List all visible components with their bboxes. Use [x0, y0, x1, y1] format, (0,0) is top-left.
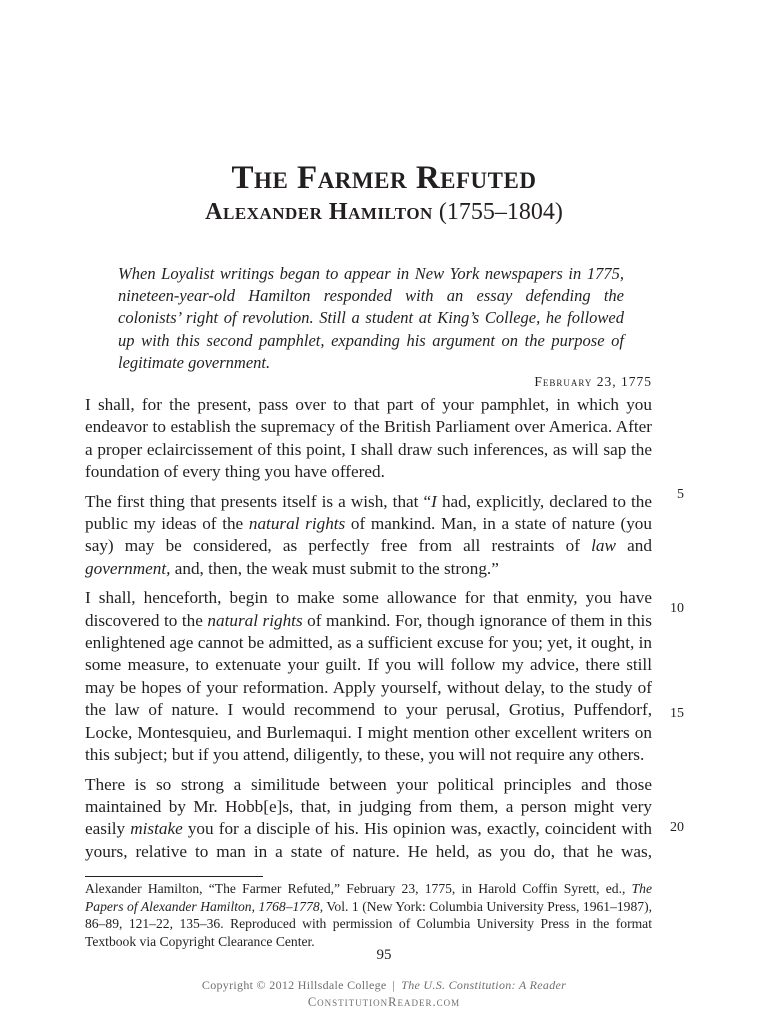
page-number: 95	[376, 947, 392, 963]
footnote-rule	[85, 876, 263, 877]
intro-text: When Loyalist writings began to appear in New York newspapers in 1775, nineteen-year-old Hamilton responded with an essay defending the colonists’ right of revolution. Still a student at King’s College, he followed up with this second pamphlet, expanding his argument on the purpose of legitimate government.	[118, 264, 624, 372]
line-number-5: 5	[677, 487, 684, 502]
author-dates: (1755–1804)	[438, 199, 563, 225]
book-title: The U.S. Constitution: A Reader	[401, 978, 567, 992]
text-run: and	[616, 536, 652, 556]
copyright-text: Copyright © 2012 Hillsdale College	[201, 978, 387, 992]
author-line	[0, 197, 768, 227]
text-run: ,	[251, 898, 259, 914]
paragraph-1: I shall, for the present, pass over to that part of your pamphlet, in which you endeavor to establish the supremacy of the British Parliament over America. After a proper eclaircissement of this point, I shall draw such inferences, as will sap the foundation of every thing you have offered.	[85, 395, 652, 482]
paragraph-2	[85, 491, 652, 581]
text-run: of mankind. Man, in a state of nature (you say) may be considered, as perfectly free from all restraints of	[85, 514, 652, 556]
text-run: , Vol. 1 (New York: Columbia University Press, 1961–1987), 86–89, 121–22, 135–36. Reproduced with permission of Columbia University Press in the format Textbook via Copyright Clearance Center.	[85, 898, 653, 949]
italic-run: natural rights	[207, 610, 303, 630]
text-run: and, then, the weak must submit to the strong.”	[170, 558, 499, 578]
website-link[interactable]: ConstitutionReader.com	[307, 995, 461, 1009]
italic-run: government,	[85, 558, 171, 578]
footer-separator: |	[392, 978, 396, 992]
text-run: There is so strong a similitude between your political principles and those maintained by Mr. Hobb[e]s, that, in judging from them, a person might very easily	[85, 774, 652, 839]
copyright-line	[0, 978, 768, 993]
text-run: you for a disciple of his. His opinion was, exactly, coincident with yours, relative to man in a state of nature. He held, as you do, that he was,	[85, 819, 652, 861]
italic-run: I	[431, 491, 437, 511]
italic-run: law	[591, 536, 616, 556]
text-run: The first thing that presents itself is a wish, that “	[85, 491, 432, 511]
document-date: February 23, 1775	[534, 374, 652, 389]
paragraph-4	[85, 774, 652, 864]
line-number-10: 10	[670, 601, 684, 616]
author-name: Alexander Hamilton	[205, 199, 433, 225]
text-run: I shall, henceforth, begin to make some allowance for that enmity, you have discovered to the	[85, 588, 652, 630]
italic-run: 1768–1778	[258, 898, 320, 914]
body-text	[85, 394, 652, 870]
text-run: of mankind. For, though ignorance of them in this enlightened age cannot be admitted, as a sufficient excuse for you; yet, it ought, in some measure, to extenuate your guilt. If you will follow my advice, there still may be hopes of your reformation. Apply yourself, without delay, to the study of the law of nature. I would recommend to your perusal, Grotius, Puffendorf, Locke, Montesquieu, and Burlemaqui. I might mention other excellent writers on this subject; but if you attend, diligently, to these, you will not require any others.	[85, 610, 652, 765]
italic-run: The Papers of Alexander Hamilton	[85, 881, 652, 914]
page-title: The Farmer Refuted	[231, 160, 537, 196]
italic-run: natural rights	[248, 514, 346, 534]
italic-run: mistake	[130, 819, 183, 839]
paragraph-3	[85, 587, 652, 766]
text-run: had, explicitly, declared to the public my ideas of the	[85, 491, 652, 534]
footnote	[85, 880, 652, 950]
line-number-15: 15	[670, 706, 684, 721]
line-number-20: 20	[670, 820, 684, 835]
text-run: Alexander Hamilton, “The Farmer Refuted,” February 23, 1775, in Harold Coffin Syrett, ed.,	[85, 881, 632, 896]
